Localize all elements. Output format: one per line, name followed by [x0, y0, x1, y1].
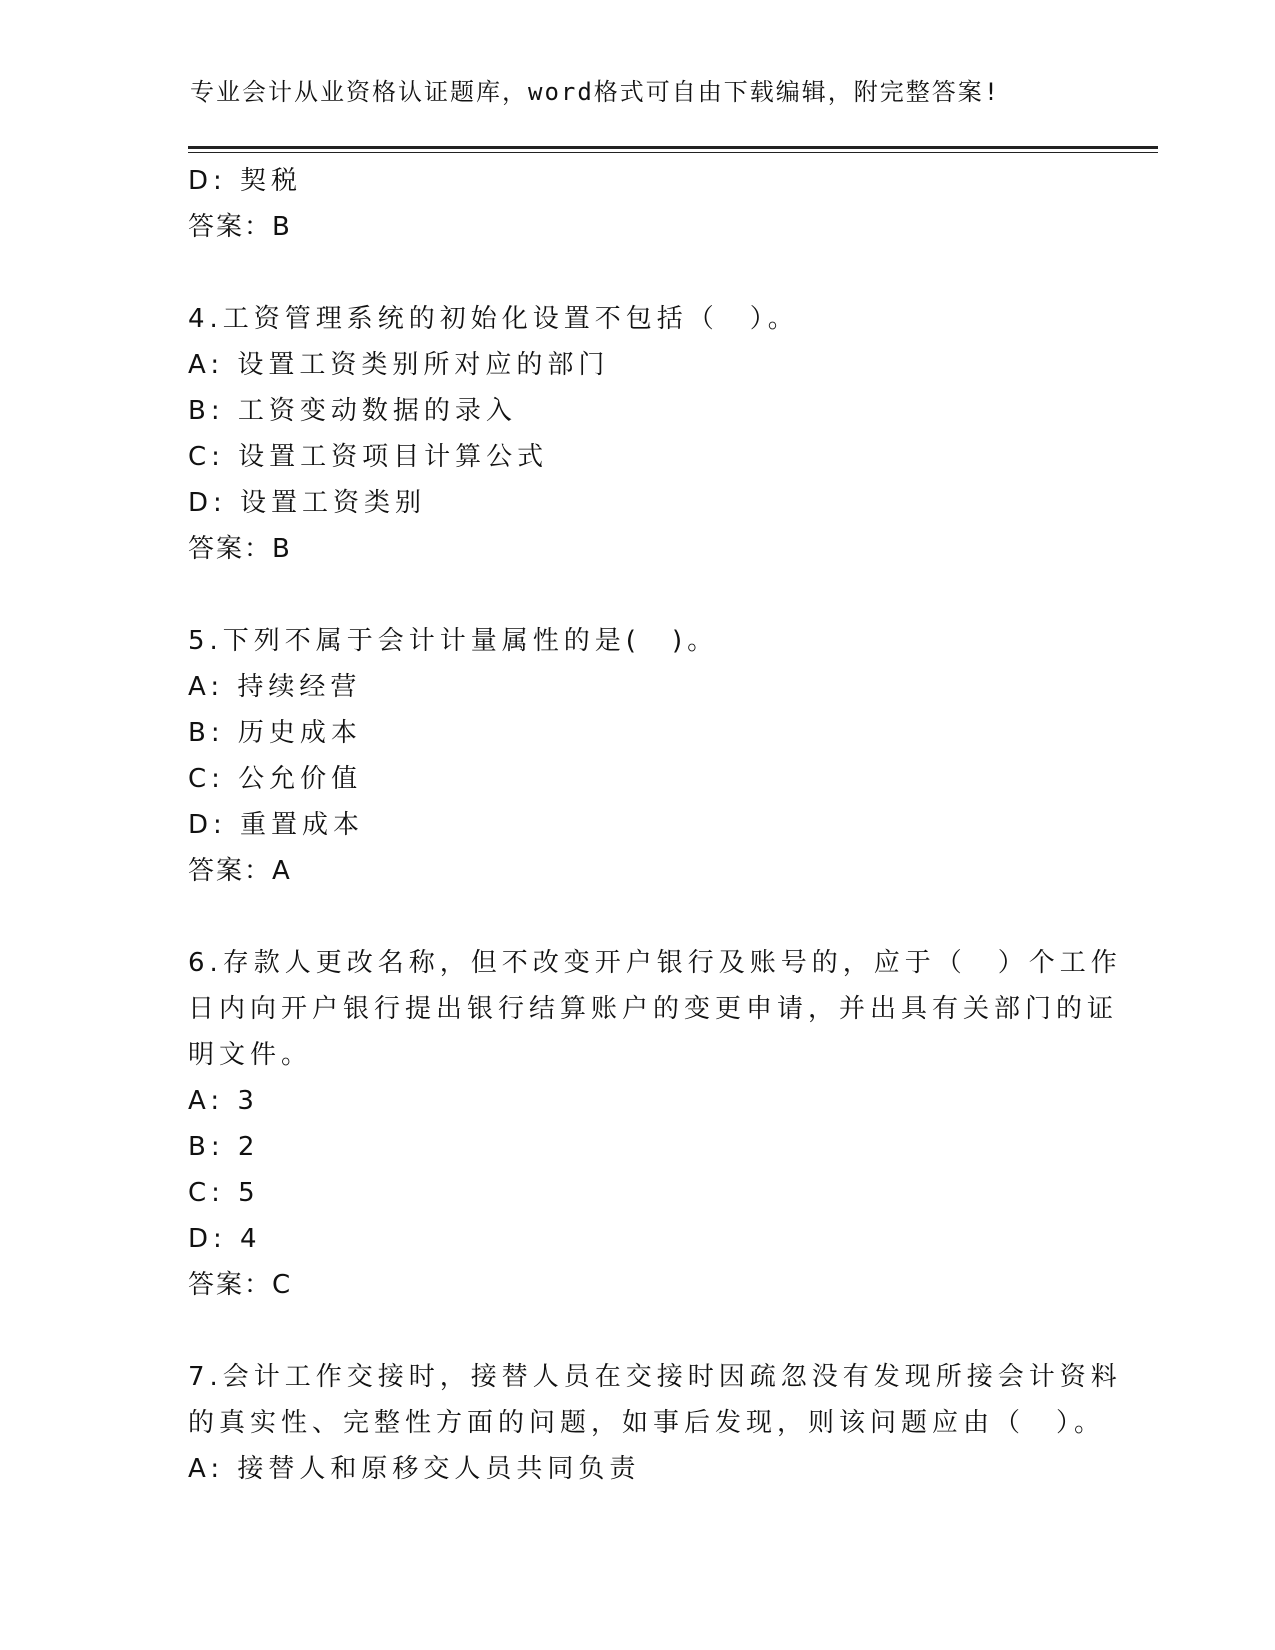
answer-line: 答案：B	[188, 212, 292, 242]
page-header: 专业会计从业资格认证题库，word格式可自由下载编辑，附完整答案!	[190, 78, 1001, 106]
option-d: D: 契税	[188, 166, 303, 196]
answer-line: 答案：B	[188, 534, 292, 564]
carryover-question	[188, 158, 1088, 250]
option-a: A: 设置工资类别所对应的部门	[188, 350, 610, 380]
question-text	[188, 296, 1088, 342]
option-b: B: 工资变动数据的录入	[188, 396, 517, 426]
option-d: D: 设置工资类别	[188, 488, 427, 518]
option-c: C: 公允价值	[188, 764, 363, 794]
answer-line: 答案：C	[188, 1270, 293, 1300]
question-4	[188, 296, 1088, 572]
option-a: A: 持续经营	[188, 672, 362, 702]
option-d: D: 4	[188, 1224, 262, 1254]
answer-line: 答案：A	[188, 856, 292, 886]
question-7	[188, 1354, 1122, 1492]
question-line: 的真实性、完整性方面的问题，如事后发现，则该问题应由（ ）。	[188, 1408, 1106, 1438]
question-line: 6.存款人更改名称，但不改变开户银行及账号的，应于（ ）个工作	[188, 948, 1122, 978]
question-text	[188, 940, 1122, 1078]
header-divider-thick	[188, 146, 1158, 149]
document-body	[188, 158, 1122, 1492]
option-b: B: 历史成本	[188, 718, 362, 748]
question-text	[188, 1354, 1122, 1446]
question-line: 4.工资管理系统的初始化设置不包括（ ）。	[188, 304, 799, 334]
option-b: B: 2	[188, 1132, 260, 1162]
option-d: D: 重置成本	[188, 810, 365, 840]
header-divider-thin	[188, 152, 1158, 153]
question-line: 5.下列不属于会计计量属性的是( )。	[188, 626, 719, 656]
option-a: A: 3	[188, 1086, 259, 1116]
question-line: 日内向开户银行提出银行结算账户的变更申请，并出具有关部门的证	[188, 994, 1119, 1024]
question-5	[188, 618, 1088, 894]
question-line: 7.会计工作交接时，接替人员在交接时因疏忽没有发现所接会计资料	[188, 1362, 1122, 1392]
option-c: C: 5	[188, 1178, 260, 1208]
option-a: A: 接替人和原移交人员共同负责	[188, 1454, 641, 1484]
option-c: C: 设置工资项目计算公式	[188, 442, 549, 472]
question-text	[188, 618, 1088, 664]
question-6	[188, 940, 1122, 1308]
question-line: 明文件。	[188, 1040, 313, 1070]
